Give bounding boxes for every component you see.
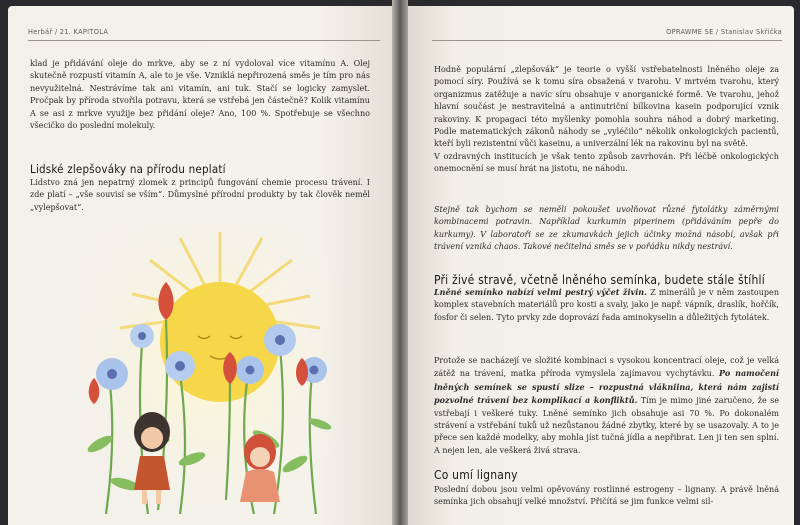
italic-note <box>434 204 779 254</box>
book-gutter <box>392 0 408 525</box>
paragraph-5: Poslední dobou jsou velmi opěvovány rostlinné estrogeny – lignany. A právě lněná semínka jich obsahují velké množství. Přičítá se jim funkce velmi sil- <box>434 485 779 507</box>
right-page <box>408 6 794 525</box>
right-text-block-2 <box>434 286 779 324</box>
right-running-head: OPRAWME SE / Stanislav Skřička <box>666 28 782 36</box>
right-text-block-3 <box>434 355 779 457</box>
intro-paragraph: klad je přidávání oleje do mrkve, aby se z ní vydoloval více vitamínu A. Olej skutečně rozpustí vitamín A, ale to je vše. Vzniklá nepřirozená směs je tím pro nás nevyužitelná. Nestrávíme tak ani vitamín, ani tuk. Stačí se logicky zamyslet. Pročpak by příroda stvořila potravu, která se vstřebá jen částečně? Kolik vitamínu A se asi z mrkve využije bez přidání oleje? Ano, 100 %. Spotřebuje se všechno všecičko do poslední molekuly. <box>30 59 370 131</box>
paragraph-1: Hodně populární „zlepšovák“ je teorie o vyšší vstřebatelnosti lněného oleje za pomocí síry. Používá se k tomu síra obsažená v tvarohu. V mrtvém tvarohu, který organizmus zatěžuje a navíc síru obsahuje v anorganické formě. Ve tvarohu, jehož hlavní součást je nestravitelná a antinutriční bílkovina kasein podporující vznik rakoviny. K propagaci této myšlenky pomohla souhra náhod a dobrý marketing. Podle matematických zákonů náhody se „vyléčilo“ několik onkologických pacientů, kteří byli rezistentní vůči kaseinu, a univerzální lék na rakovinu byl na světě. <box>434 65 779 149</box>
paragraph-4a: Protože se nacházejí ve složité kombinaci s vysokou koncentrací oleje, což je velká zátěž na trávení, matka příroda vymyslela zajímavou vychytávku. <box>434 356 779 379</box>
section-heading: Lidské zlepšováky na přírodu neplatí <box>30 162 226 176</box>
section-heading-2: Při živé stravě, včetně lněného semínka, budete stále štíhlí <box>434 273 765 287</box>
paragraph-2: V ozdravných institucích je však tento způsob zavrhován. Při léčbě onkologických onemocnění se musí hrát na jistotu, ne náhodu. <box>434 151 779 174</box>
illustration-sun-flowers-children <box>80 224 340 519</box>
paragraph-4-bold: Po namočení lněných semínek se spustí slize – rozpustná vlákniina, která nám zajistí pozvolné trávení bez komplikací a konfliktů. <box>434 368 779 406</box>
header-rule <box>28 40 380 41</box>
bold-lead: Lněné semínko nabízí velmi pestrý výčet živin. <box>434 287 647 297</box>
italic-note-text: Stejně tak bychom se neměli pokoušet uvolňovat různé fytolátky záměrnými kombinacemi potravin. Například kurkumin piperinem (přidáváním pepře do kurkumy). V laboratoři se ze zkumavkách jejich účinky možná násobí, avšak při trávení vzniká chaos. Takové nečitelná směs se v pořádku nikdy nestráví. <box>434 205 779 252</box>
paragraph-2: Lidstvo zná jen nepatrný zlomek z principů fungování chemie procesu trávení. I zde platí – „vše souvisí se vším“. Důmyslné přírodní produkty by tak člověk neměl „vylepšovat“. <box>30 178 370 212</box>
paragraph-4 <box>434 355 779 457</box>
right-text-block-4 <box>434 484 779 509</box>
sun <box>160 282 280 402</box>
left-running-head: Herbář / 21. KAPITOLA <box>28 28 109 36</box>
section-heading-3: Co umí lignany <box>434 468 518 482</box>
right-text-block-1 <box>434 64 779 176</box>
paragraph-4b: Tím je mimo jiné zaručeno, že se vstřebají i veškeré tuky. Lněné semínko jich obsahuje asi 70 %. Po dokonalém strávení a vstřebání tuků už nezůstanou žádné zbytky, které by se usazovaly. A to je přece sen každé modelky, aby mohla jíst tučná jídla a nepřibrat. Len ji ten sen splní. A nejen len, ale veškerá živá strava. <box>434 396 779 455</box>
left-paragraph-2 <box>30 177 370 214</box>
left-page <box>8 6 392 525</box>
paragraph-3 <box>434 286 779 324</box>
header-rule <box>432 40 782 41</box>
left-intro-text <box>30 58 370 132</box>
paragraph-3-text: Z minerálů je v něm zastoupen komplex stavebních materiálů pro kosti a svaly, jako je např. vápník, draslík, hořčík, fosfor či selen. Tyto prvky zde doprovází řada aminokyselin a důležitých fytolátek. <box>434 288 779 322</box>
